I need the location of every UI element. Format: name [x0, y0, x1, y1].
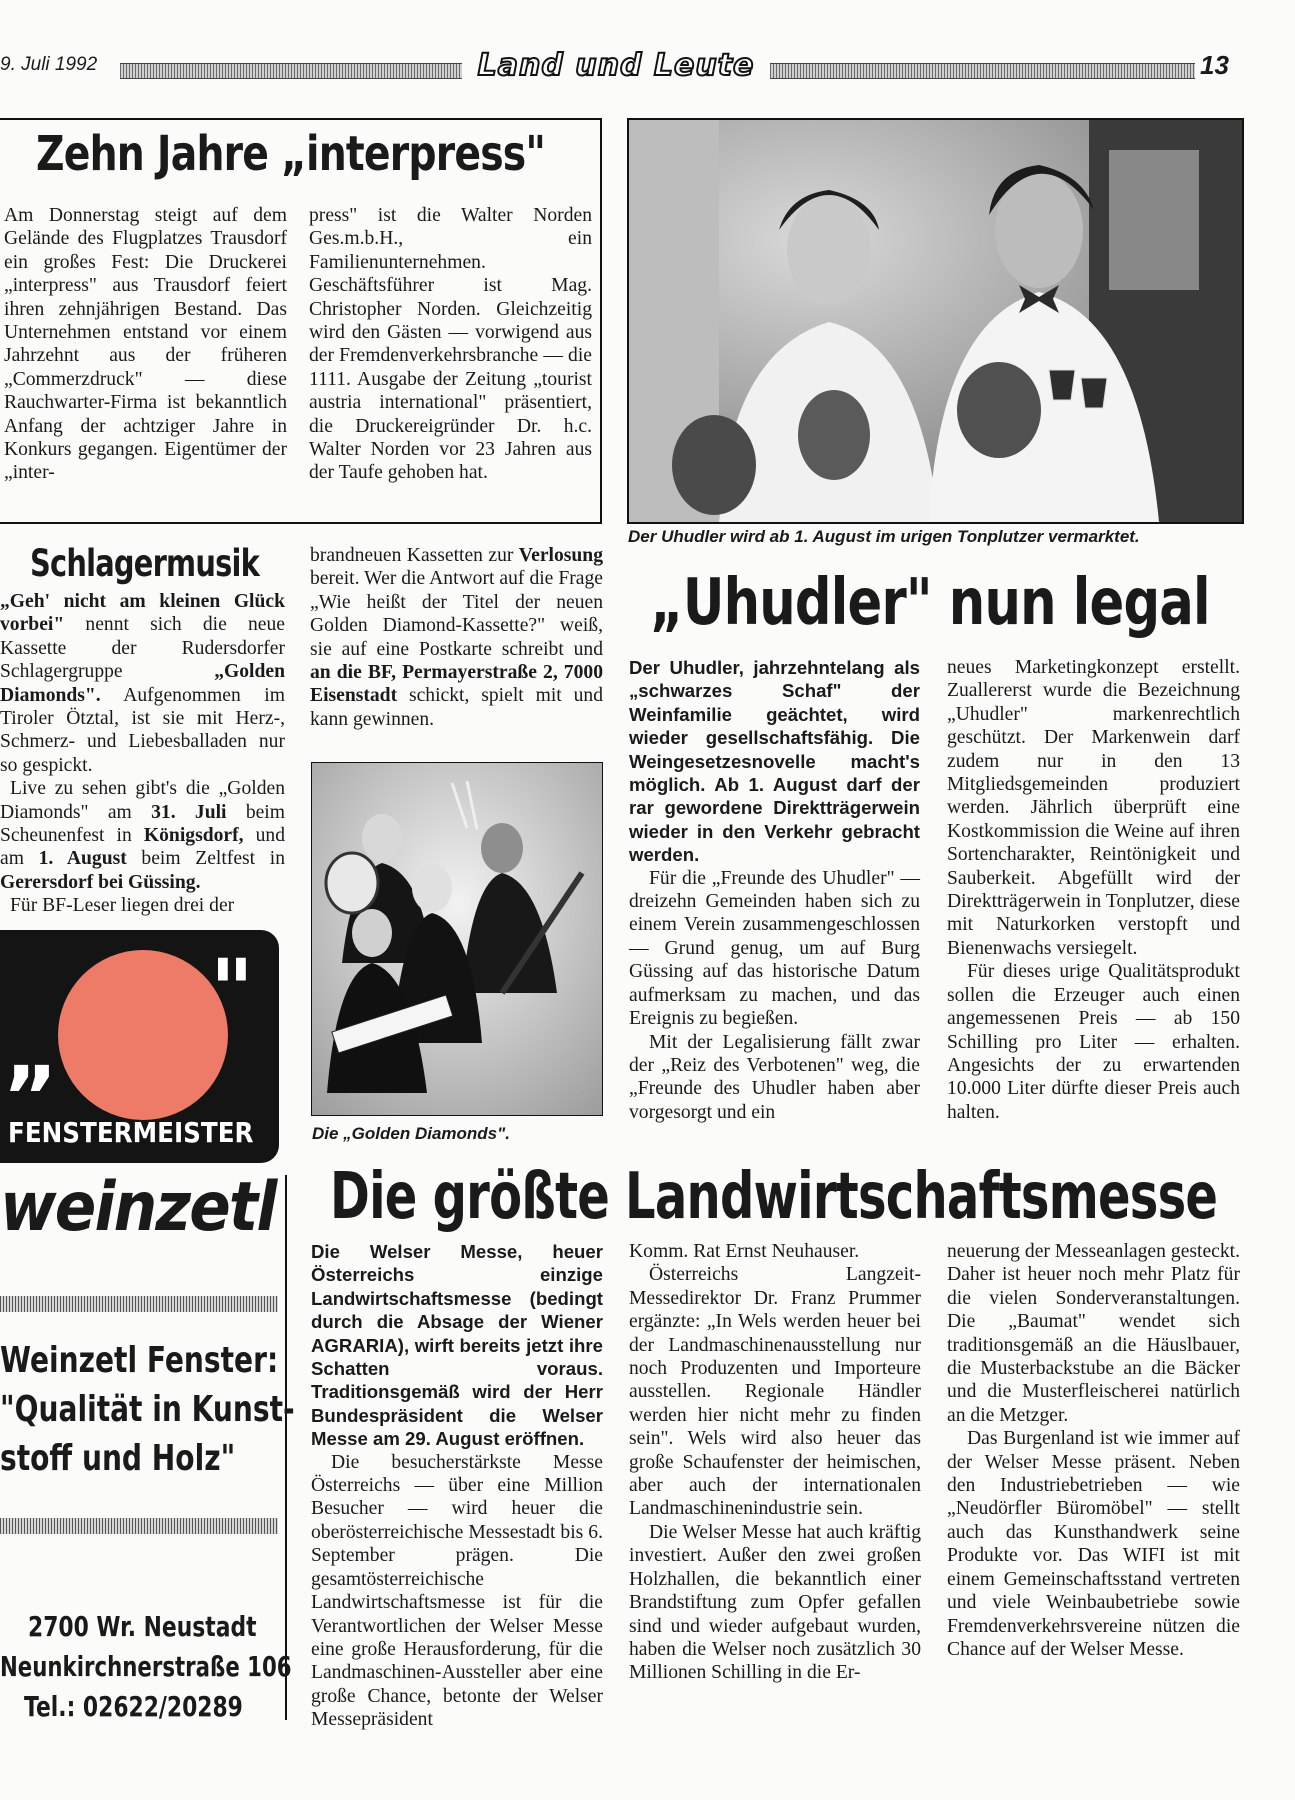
uhudler-photo-caption: Der Uhudler wird ab 1. August im urigen Tonplutzer vermarktet. — [628, 527, 1140, 546]
schlager-p2-b: beim Scheunenfest in — [0, 801, 285, 847]
ad-slogan-3: stoff und Holz" — [0, 1438, 236, 1479]
uhudler-photo — [627, 118, 1244, 524]
messe-col2-p1: Komm. Rat Ernst Neuhauser. — [629, 1241, 860, 1262]
ad-hatch-2 — [0, 1518, 278, 1534]
uhudler-column-1 — [629, 656, 920, 1124]
schlager-p2-a: Live zu sehen gibt's die „Golden Diamonds" am — [0, 778, 285, 823]
messe-column-3 — [947, 1240, 1240, 1661]
schlager-p3: Für BF-Leser liegen drei der — [10, 895, 235, 917]
messe-col1-p2: Die besucherstärkste Messe Österreichs — über eine Million Besucher — wird heuer die oberösterreichische Messestadt bis 6. September prägen. Die gesamtösterreichische Landwirtschaftsmesse ist für die Verantwortlichen der Welser Messe eine große Herausforderung, für die Landmaschinen-Aussteller aber eine große Chance, betonte der Welser Messepräsident — [311, 1451, 603, 1731]
schlager-c2-c: schickt, spielt mit und kann gewinnen. — [310, 685, 603, 730]
ad-vertical-rule — [285, 1175, 287, 1720]
uhudler-lead: Der Uhudler, jahrzehntelang als „schwarzes Schaf" der Weinfamilie geächtet, wird wieder gesellschaftsfähig. Die Weingesetzesnovelle macht's möglich. Ab 1. August darf der rar gewordene Direktträgerwein wieder in den Verkehr gebracht werden. — [629, 657, 920, 866]
schlager-p1-b: Aufgenommen im Tiroler Ötztal, ist sie mit Herz-, Schmerz- und Liebesballaden nur so gespickt. — [0, 684, 285, 776]
ad-quote-close: " — [210, 941, 254, 1039]
uhudler-column-2 — [947, 656, 1240, 1124]
ad-hatch-1 — [0, 1296, 278, 1312]
ad-slogan-2: "Qualität in Kunst- — [0, 1389, 295, 1430]
interpress-headline: Zehn Jahre „interpress" — [36, 126, 546, 182]
schlager-column-2 — [310, 544, 603, 731]
interpress-column-2 — [309, 204, 592, 485]
messe-col2-p2: Österreichs Langzeit-Messedirektor Dr. Franz Prummer ergänzte: „In Wels werden heuer bei der Landmaschinenausstellung nur noch Produzenten und Importeure ausstellen. Regionale Händler werden hier nicht mehr zu finden sein". Wels wird also heuer das große Schaufenster der heimischen, aber auch der internationalen Landmaschinenindustrie sein. — [629, 1264, 921, 1520]
interpress-col1-text: Am Donnerstag steigt auf dem Gelände des Flugplatzes Trausdorf ein großes Fest: Die Druckerei „interpress" aus Trausdorf feiert ihren zehnjährigen Bestand. Das Unternehmen entstand vor einem Jahrzehnt aus der früheren „Commerzdruck" — diese Rauchwarter-Firma ist bekanntlich Anfang der achtziger Jahre in Konkurs gegangen. Eigentümer der „inter- — [4, 205, 287, 484]
ad-slogan-1: Weinzetl Fenster: — [0, 1340, 279, 1381]
interpress-column-1 — [4, 204, 287, 485]
header-rule-left — [120, 63, 462, 79]
ad-brand-name: weinzetl — [0, 1168, 276, 1247]
interpress-col2-text: press" ist die Walter Norden Ges.m.b.H., ein Familienunternehmen. Geschäftsführer ist Mag. Christopher Norden. Gleichzeitig wird den Gästen — vorwigend aus der Fremdenverkehrsbranche — die 1111. Ausgabe der Zeitung „tourist austria international" präsentiert, die Druckereigründer Dr. h.c. Walter Norden vor 23 Jahren aus der Taufe gehoben hat. — [309, 205, 592, 484]
messe-col3-p1: neuerung der Messeanlagen gesteckt. Daher ist heuer noch mehr Platz für die vielen Sonderveranstaltungen. Die „Baumat" wendet sich traditionsgemäß an die Häuslbauer, die Musterbackstube an die Bäcker und die Musterfleischerei natürlich an die Metzger. — [947, 1241, 1240, 1426]
schlager-p1-a: nennt sich die neue Kassette der Rudersdorfer Schlagergruppe — [0, 614, 285, 683]
uhudler-headline: „Uhudler" nun legal — [650, 566, 1210, 640]
messe-col2-p3: Die Welser Messe hat auch kräftig investiert. Außer den zwei großen Holzhallen, die bekanntlich einer Brandstiftung zum Opfer gefallen sind und wieder aufgebaut wurden, haben die Welser noch zusätzlich 30 Millionen Schilling in die Er- — [629, 1521, 921, 1684]
messe-column-1 — [311, 1240, 603, 1732]
schlager-headline: Schlagermusik — [30, 542, 260, 585]
messe-lead: Die Welser Messe, heuer Österreichs einzige Landwirtschaftsmesse (bedingt durch die Absage der Wiener AGRARIA), wirft bereits jetzt ihre Schatten voraus. Traditionsgemäß wird der Herr Bundespräsident die Welser Messe am 29. August eröffnen. — [311, 1241, 603, 1450]
band-illustration — [312, 763, 602, 1115]
schlager-date2: 1. August — [38, 848, 127, 870]
schlager-c2-a: brandneuen Kassetten zur — [310, 545, 519, 566]
golden-diamonds-caption: Die „Golden Diamonds". — [312, 1124, 510, 1143]
page-number: 13 — [1200, 50, 1229, 80]
uhudler-col2-p2: Für dieses urige Qualitätsprodukt sollen die Erzeuger auch einen angemessenen Preis — ab 150 Schilling pro Liter — erhalten. Angesichts der zu erwartenden 10.000 Liter dürfte dieser Preis auch halten. — [947, 961, 1240, 1123]
header-rule-right — [770, 63, 1195, 79]
messe-col3-p2: Das Burgenland ist wie immer auf der Welser Messe präsent. Neben den Industriebetrieben — wie „Neudörfler Büromöbel" — stellt auch das Kunsthandwerk seine Produkte vor. Das WIFI ist mit einem Gemeinschaftsstand vertreten und viele Weinbaubetriebe sowie Fremdenverkehrsvereine nützen die Chance auf der Welser Messe. — [947, 1428, 1240, 1660]
schlager-column-1 — [0, 590, 285, 918]
messe-headline: Die größte Landwirtschaftsmesse — [330, 1160, 1218, 1234]
schlager-place1: Königsdorf, — [143, 825, 244, 847]
ad-fenstermeister: FENSTERMEISTER — [8, 1116, 254, 1149]
ad-phone: Tel.: 02622/20289 — [24, 1690, 243, 1723]
schlager-c2-bold1: Verlosung — [518, 545, 603, 566]
issue-date: 9. Juli 1992 — [0, 54, 98, 75]
uhudler-col1-p3: Mit der Legalisierung fällt zwar der „Reiz des Verbotenen" weg, die „Freunde des Uhudler haben aber vorgesorgt und ein — [629, 1031, 920, 1123]
schlager-title-bold: „Geh' nicht am kleinen Glück vorbei" — [0, 591, 285, 636]
messe-column-2 — [629, 1240, 921, 1685]
ad-circle-logo — [58, 950, 228, 1120]
schlager-c2-b: bereit. Wer die Antwort auf die Frage „Wie heißt der Titel der neuen Golden Diamond-Kassette?" weiß, sie auf eine Postkarte schreibt und — [310, 568, 603, 660]
weinzetl-ad-logo-panel — [0, 930, 279, 1163]
schlager-place2: Gerersdorf bei Güssing. — [0, 871, 201, 893]
section-title: Land und Leute — [477, 48, 755, 83]
schlager-c2-bold2: an die BF, Permayerstraße 2, 7000 Eisenstadt — [310, 662, 603, 707]
ad-address-line-1: 2700 Wr. Neustadt — [28, 1610, 257, 1643]
ad-address-line-2: Neunkirchnerstraße 106 — [0, 1650, 292, 1683]
uhudler-col1-p2: Für die „Freunde des Uhudler" — dreizehn Gemeinden haben sich zu einem Verein zusammengeschlossen — Grund genug, um auf Burg Güssing auf das historische Datum aufmerksam zu machen, und das Ereignis zu begießen. — [629, 867, 920, 1030]
schlager-date1: 31. Juli — [151, 801, 227, 823]
schlager-p2-c: und am — [0, 825, 285, 870]
waiters-with-jugs-illustration — [629, 120, 1242, 522]
ad-quote-open: „ — [4, 1003, 60, 1101]
schlager-group-bold: „Golden Diamonds". — [0, 661, 285, 706]
uhudler-col2-p1: neues Marketingkonzept erstellt. Zuallererst wurde die Bezeichnung „Uhudler" markenrechtlich geschützt. Der Markenwein darf zudem nur in den 13 Mitgliedsgemeinden produziert werden. Jährlich überprüft eine Kostkommission die Weine auf ihren Sortencharakter, Reintönigkeit und Sauberkeit. Abgefüllt wird der Direktträgerwein in Tonplutzer, diese mit Naturkorken verstopft und Bienenwachs versiegelt. — [947, 657, 1240, 959]
schlager-p2-d: beim Zeltfest in — [126, 848, 285, 870]
golden-diamonds-photo — [311, 762, 603, 1116]
